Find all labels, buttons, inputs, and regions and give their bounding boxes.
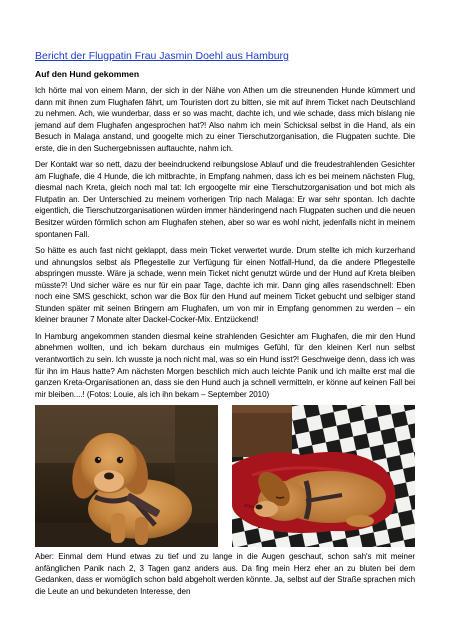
photo-puppy-lying — [232, 405, 415, 547]
photo-puppy-standing — [35, 405, 218, 547]
document-subheading: Auf den Hund gekommen — [35, 69, 140, 79]
paragraph-3: So hätte es auch fast nicht geklappt, dass mein Ticket verwertet wurde. Drum stellte ich mich kurzerhand und ahnungslos selbst als Pflegestelle zur Verfügung für einen Notfall-Hund, da die andere Pflegestelle abspringen musste. Wäre ja schade, wenn mein Ticket nicht genutzt würde und der Hund auf Kreta bleiben müsste?! Und sicher wäre es nur für ein paar Tage, dachte ich mir. Dann ging alles rasendschnell: Eben noch eine SMS geschickt, schon war die Box für den Hund auf meinem Ticket gebucht und selbiger stand Stunden später mit seinen Bringern am Flughafen, um von mir in Empfang genommen zu werden – ein kleiner brauner 7 Monate alter Dackel-Cocker-Mix. Entzückend! — [35, 246, 415, 325]
document-page — [35, 50, 415, 602]
document-title[interactable]: Bericht der Flugpatin Frau Jasmin Doehl aus Hamburg — [35, 50, 289, 62]
paragraph-2: Der Kontakt war so nett, dazu der beeindruckend reibungslose Ablauf und die freudestrahlenden Gesichter am Flughafe, die 4 Hunde, die ich mitbrachte, in Empfang nahmen, dass ich es bei meinem nächsten Flug, diesmal nach Kreta, gleich noch mal tat: Ich ergoogelte mir eine Tierschutzorganisation und bot mich als Flutpatin an. Der Unterschied zu meinem vorherigen Trip nach Malaga: Er war sehr spontan. Ich dachte eigentlich, die Tierschutzorganisationen würden immer händeringend nach Flugpaten suchen und die neuen Besitzer würden förmlich schon am Flughafen stehen, aber so war es wohl nicht, jedenfalls nicht in meinem spontanen Fall. — [35, 160, 415, 239]
photo-row — [35, 405, 415, 547]
paragraph-4: In Hamburg angekommen standen diesmal keine strahlenden Gesichter am Flughafen, die mir den Hund abnehmen wollten, und ich bekam durchaus ein mulmiges Gefühl, für den kleinen Kerl nun selbst verantwortlich zu sein. Ich wusste ja noch nicht mal, was so ein Hund isst?! Geschweige denn, dass ich was für ihn im Haus hatte? Am nächsten Morgen beschlich mich auch leichte Panik und ich mailte erst mal die ganzen Kreta-Organisationen an, dass sie den Hund auch ja schnell vermitteln, er könne auf keinen Fall bei mir bleiben....! (Fotos: Louie, als ich ihn bekam – September 2010) — [35, 331, 415, 399]
paragraph-5: Aber: Einmal dem Hund etwas zu tief und zu lange in die Augen geschaut, schon sah's mit meiner anfänglichen Panik nach 2, 3 Tagen ganz anders aus. Da fing mein Herz eher an zu bluten bei dem Gedanken, dass er womöglich schon bald abgeholt werden könnte. Ja, selbst auf der Straße sprachen mich die Leute an und bekundeten Interesse, den — [35, 552, 415, 596]
paragraph-1: Ich hörte mal von einem Mann, der sich in der Nähe von Athen um die streunenden Hunde kümmert und dann mit ihnen zum Flughafen fährt, um Touristen dort zu bitten, sie mit auf ihrem Ticket nach Deutschland zu nehmen. Ach, wie wunderbar, dass er so was macht, dachte ich, und wie schade, dass mich bislang nie jemand auf dem Flughafen angesprochen hat?! Also nahm ich mein Schicksal selbst in die Hand, als ein Besuch in Malaga anstand, und googelte mich zu einer Tierschutzorganisation, die Flugpaten suchte. Die erste, die in den Suchergebnissen auftauchte, nahm ich. — [35, 86, 415, 153]
